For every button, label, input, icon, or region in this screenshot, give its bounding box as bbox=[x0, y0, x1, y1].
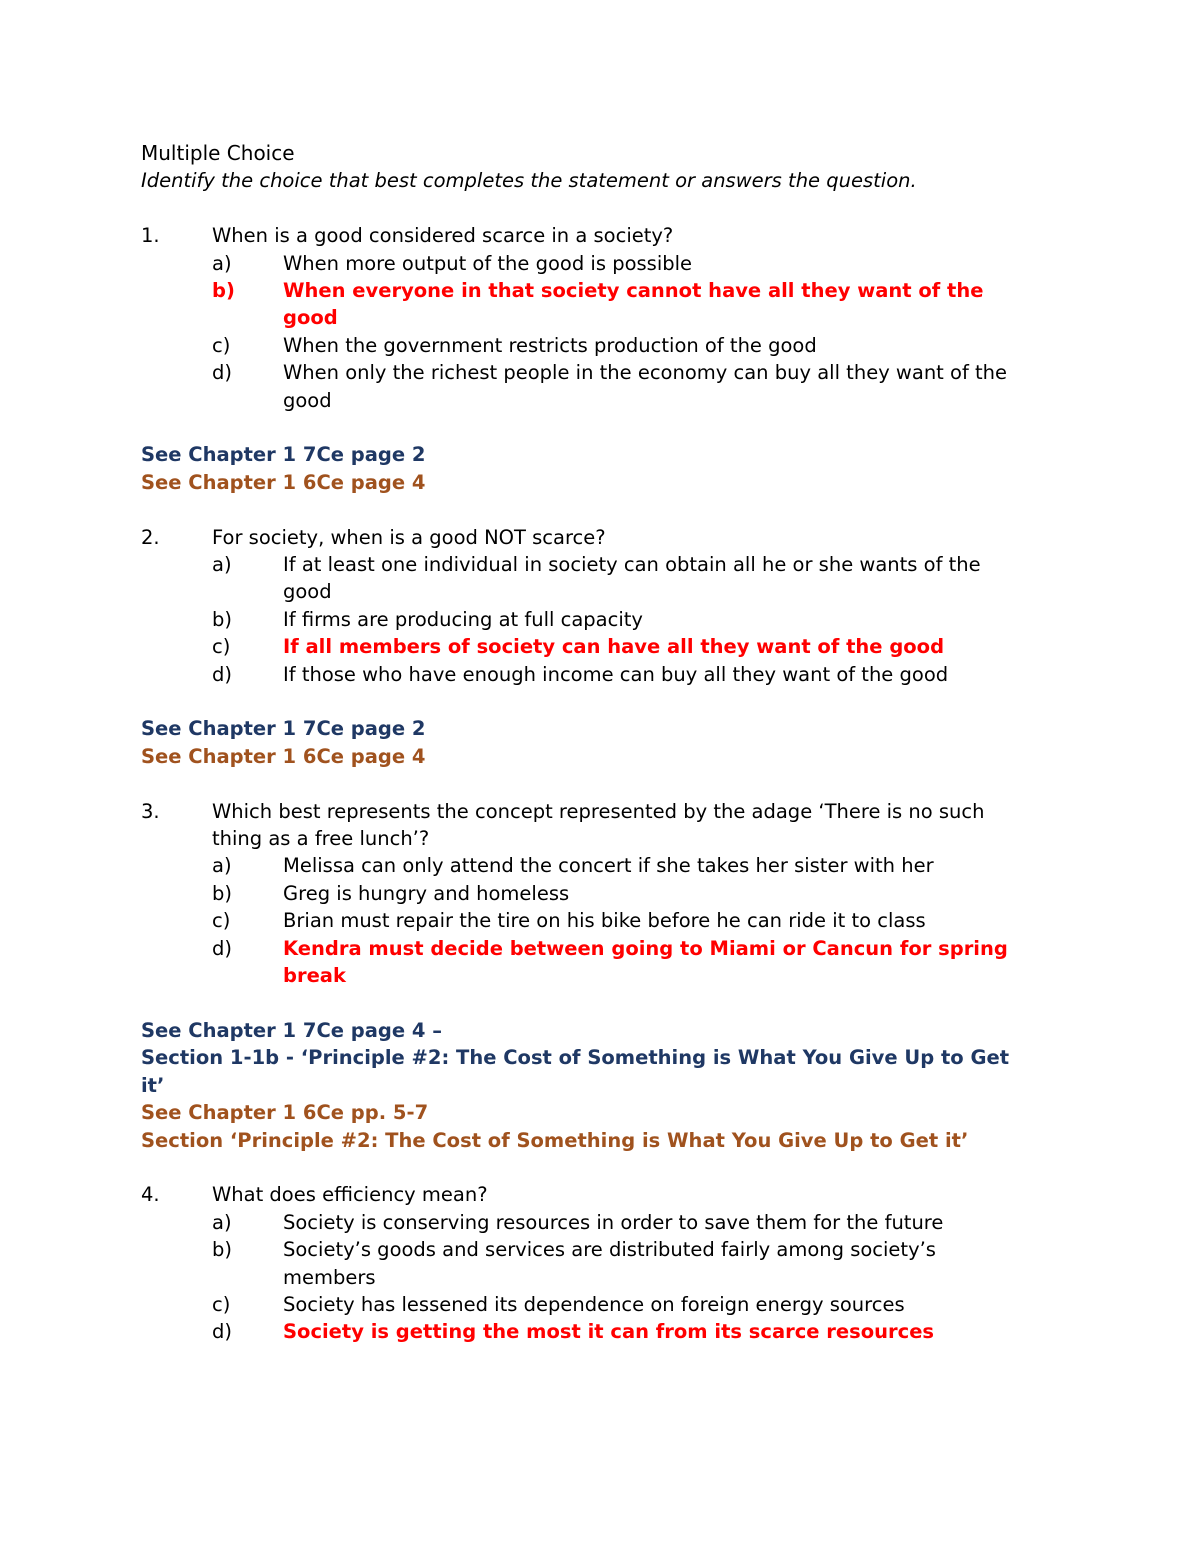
option-letter: b) bbox=[212, 1238, 232, 1262]
answer-option bbox=[141, 907, 1021, 934]
option-indent bbox=[141, 633, 212, 660]
option-indent bbox=[141, 880, 212, 907]
question-number: 3. bbox=[141, 799, 160, 823]
option-letter: c) bbox=[212, 635, 231, 659]
question-stem bbox=[141, 222, 1021, 249]
reference-6ce: Section ‘Principle #2: The Cost of Something is What You Give Up to Get it’ bbox=[141, 1128, 969, 1152]
option-text: Greg is hungry and homeless bbox=[283, 881, 570, 905]
answer-option bbox=[141, 250, 1021, 277]
option-indent bbox=[141, 1209, 212, 1236]
option-letter: c) bbox=[212, 333, 231, 357]
option-text: Melissa can only attend the concert if she takes her sister with her bbox=[283, 854, 934, 878]
option-indent bbox=[141, 551, 212, 606]
reference-7ce: Section 1-1b - ‘Principle #2: The Cost of Something is What You Give Up to Get it’ bbox=[141, 1046, 1010, 1097]
option-indent bbox=[141, 852, 212, 879]
option-text: If firms are producing at full capacity bbox=[283, 607, 643, 631]
option-text: Brian must repair the tire on his bike before he can ride it to class bbox=[283, 909, 926, 933]
question-number: 4. bbox=[141, 1183, 160, 1207]
question-block bbox=[141, 798, 1021, 1182]
correct-answer-text: When everyone in that society cannot have all they want of the good bbox=[283, 279, 984, 330]
question-text: When is a good considered scarce in a society? bbox=[212, 224, 674, 248]
answer-option bbox=[141, 359, 1021, 414]
option-indent bbox=[141, 1236, 212, 1291]
answer-option bbox=[141, 1209, 1021, 1236]
spacer bbox=[141, 688, 1021, 715]
question-text: For society, when is a good NOT scarce? bbox=[212, 525, 606, 549]
reference-7ce: See Chapter 1 7Ce page 2 bbox=[141, 443, 426, 467]
question-text: Which best represents the concept represented by the adage ‘There is no such thing as a free lunch’? bbox=[212, 799, 985, 851]
document-page bbox=[141, 140, 1021, 1346]
spacer bbox=[141, 496, 1021, 523]
option-indent bbox=[141, 1318, 212, 1345]
spacer bbox=[141, 1154, 1021, 1181]
question-number: 2. bbox=[141, 525, 160, 549]
correct-answer-text: Society is getting the most it can from its scarce resources bbox=[283, 1320, 935, 1344]
option-letter: b) bbox=[212, 279, 235, 303]
option-letter: a) bbox=[212, 1210, 232, 1234]
section-title: Multiple Choice bbox=[141, 141, 295, 165]
answer-option bbox=[141, 332, 1021, 359]
spacer bbox=[141, 990, 1021, 1017]
option-letter: d) bbox=[212, 361, 232, 385]
option-indent bbox=[141, 277, 212, 332]
reference-6ce: See Chapter 1 6Ce page 4 bbox=[141, 470, 426, 494]
question-block bbox=[141, 524, 1021, 798]
option-text: When only the richest people in the economy can buy all they want of the good bbox=[283, 361, 1008, 412]
answer-option bbox=[141, 661, 1021, 688]
reference-7ce: See Chapter 1 7Ce page 2 bbox=[141, 717, 426, 741]
option-indent bbox=[141, 661, 212, 688]
option-letter: d) bbox=[212, 662, 232, 686]
question-number: 1. bbox=[141, 224, 160, 248]
option-letter: d) bbox=[212, 936, 232, 960]
question-text: What does efficiency mean? bbox=[212, 1183, 488, 1207]
question-block bbox=[141, 222, 1021, 523]
answer-option bbox=[141, 880, 1021, 907]
option-letter: b) bbox=[212, 881, 232, 905]
option-text: If at least one individual in society can obtain all he or she wants of the good bbox=[283, 553, 981, 604]
option-letter: c) bbox=[212, 1292, 231, 1316]
option-indent bbox=[141, 1291, 212, 1318]
question-block bbox=[141, 1181, 1021, 1345]
answer-option bbox=[141, 1236, 1021, 1291]
reference-6ce: See Chapter 1 6Ce pp. 5-7 bbox=[141, 1101, 429, 1125]
spacer bbox=[141, 770, 1021, 797]
answer-option bbox=[141, 633, 1021, 660]
option-letter: a) bbox=[212, 854, 232, 878]
option-letter: d) bbox=[212, 1320, 232, 1344]
spacer bbox=[141, 195, 1021, 222]
answer-option bbox=[141, 852, 1021, 879]
question-list bbox=[141, 222, 1021, 1346]
option-letter: c) bbox=[212, 909, 231, 933]
correct-answer-text: Kendra must decide between going to Miami or Cancun for spring break bbox=[283, 936, 1008, 988]
option-indent bbox=[141, 935, 212, 990]
option-letter: b) bbox=[212, 607, 232, 631]
instructions: Identify the choice that best completes the statement or answers the question. bbox=[141, 169, 917, 193]
spacer bbox=[141, 414, 1021, 441]
question-stem bbox=[141, 798, 1021, 853]
reference-6ce: See Chapter 1 6Ce page 4 bbox=[141, 744, 426, 768]
option-indent bbox=[141, 250, 212, 277]
option-letter: a) bbox=[212, 553, 232, 577]
option-text: Society is conserving resources in order to save them for the future bbox=[283, 1210, 944, 1234]
answer-option bbox=[141, 606, 1021, 633]
option-text: Society’s goods and services are distributed fairly among society’s members bbox=[283, 1238, 936, 1289]
option-indent bbox=[141, 606, 212, 633]
option-letter: a) bbox=[212, 251, 232, 275]
option-text: If those who have enough income can buy all they want of the good bbox=[283, 662, 949, 686]
answer-option bbox=[141, 551, 1021, 606]
option-indent bbox=[141, 359, 212, 414]
option-text: When the government restricts production of the good bbox=[283, 333, 817, 357]
option-indent bbox=[141, 907, 212, 934]
option-text: Society has lessened its dependence on foreign energy sources bbox=[283, 1292, 905, 1316]
answer-option bbox=[141, 277, 1021, 332]
question-stem bbox=[141, 524, 1021, 551]
option-text: When more output of the good is possible bbox=[283, 251, 693, 275]
answer-option bbox=[141, 1291, 1021, 1318]
answer-option bbox=[141, 935, 1021, 990]
correct-answer-text: If all members of society can have all they want of the good bbox=[283, 635, 945, 659]
question-stem bbox=[141, 1181, 1021, 1208]
reference-7ce: See Chapter 1 7Ce page 4 – bbox=[141, 1018, 442, 1042]
answer-option bbox=[141, 1318, 1021, 1345]
option-indent bbox=[141, 332, 212, 359]
